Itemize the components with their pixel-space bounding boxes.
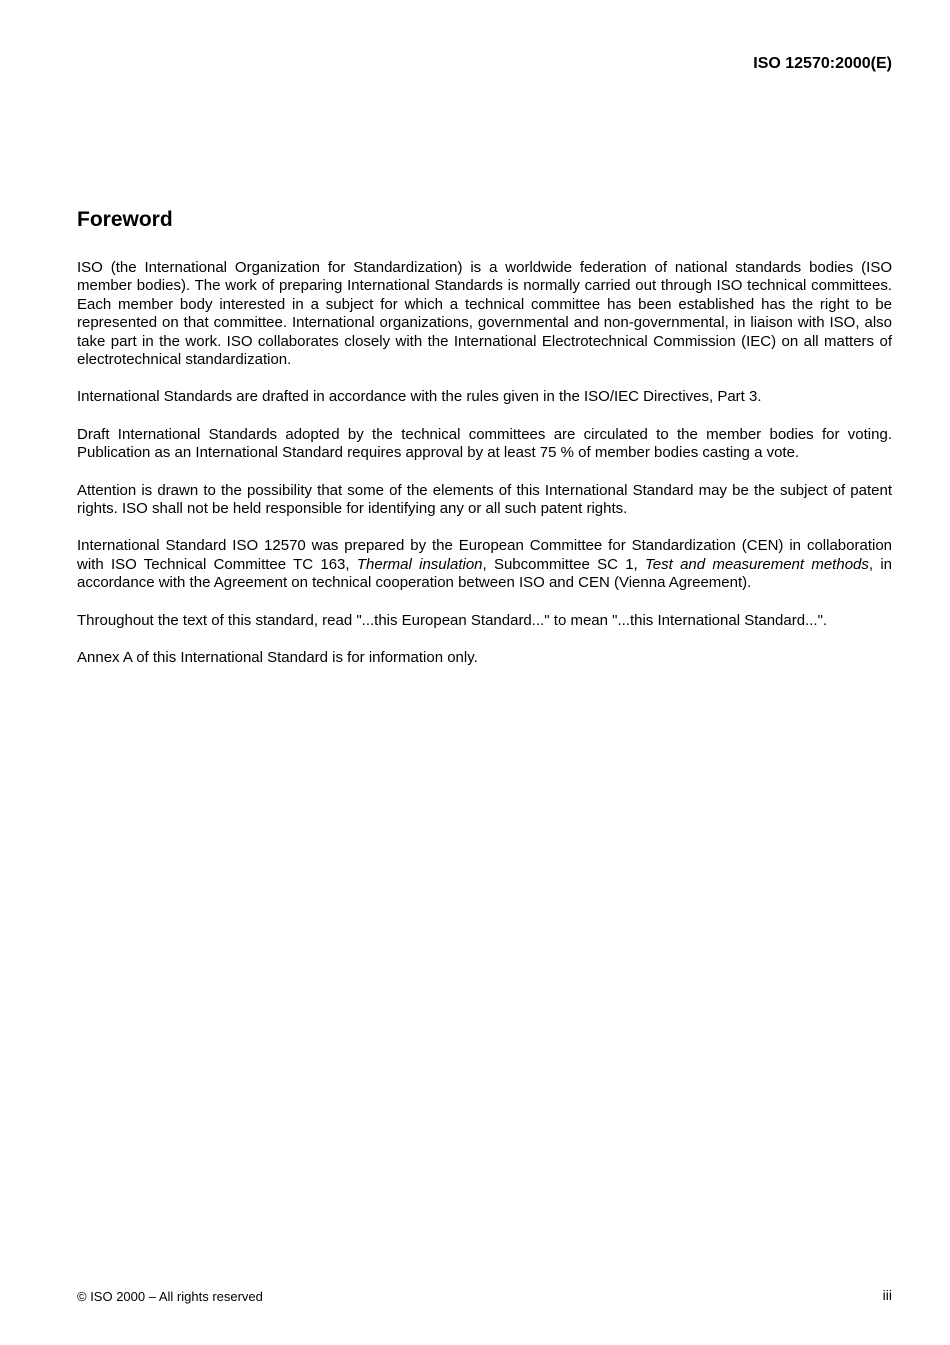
- subcommittee-name-test-methods: Test and measurement methods: [645, 555, 869, 573]
- committee-name-thermal-insulation: Thermal insulation: [356, 555, 483, 573]
- paragraph-patent-rights: Attention is drawn to the possibility that some of the elements of this International Standard may be the subject of patent rights. ISO shall not be held responsible for identifying any or all such patent rights.: [77, 481, 892, 518]
- copyright-notice: © ISO 2000 – All rights reserved: [77, 1289, 263, 1304]
- document-id: ISO 12570:2000(E): [753, 55, 892, 72]
- preparation-text-2: , Subcommittee SC 1,: [482, 555, 645, 573]
- page-title: Foreword: [77, 208, 173, 231]
- paragraph-reading-note: Throughout the text of this standard, read "...this European Standard..." to mean "...this International Standard...".: [77, 611, 828, 629]
- paragraph-draft-voting: Draft International Standards adopted by the technical committees are circulated to the member bodies for voting. Publication as an International Standard requires approval by at least 75 % of member bodies casting a vote.: [77, 425, 892, 462]
- preparation-text-1: International Standard ISO 12570 was prepared by the European Committee for Standardization (CEN) in collaboration with ISO Technical Committee TC 163,: [77, 537, 892, 573]
- paragraph-annex-note: Annex A of this International Standard is for information only.: [77, 649, 478, 667]
- paragraph-iso-organization: ISO (the International Organization for Standardization) is a worldwide federation of national standards bodies (ISO member bodies). The work of preparing International Standards is normally carried out through ISO technical committees. Each member body interested in a subject for which a technical committee has been established has the right to be represented on that committee. International organizations, governmental and non-governmental, in liaison with ISO, also take part in the work. ISO collaborates closely with the International Electrotechnical Commission (IEC) on all matters of electrotechnical standardization.: [77, 259, 892, 369]
- paragraph-drafting-rules: International Standards are drafted in accordance with the rules given in the ISO/IEC Directives, Part 3.: [77, 388, 762, 406]
- paragraph-preparation: [77, 537, 892, 592]
- foreword-body: [77, 259, 892, 687]
- page-number: iii: [882, 1287, 892, 1303]
- preparation-text-3: , in accordance with the Agreement on technical cooperation between ISO and CEN (Vienna Agreement).: [77, 555, 893, 592]
